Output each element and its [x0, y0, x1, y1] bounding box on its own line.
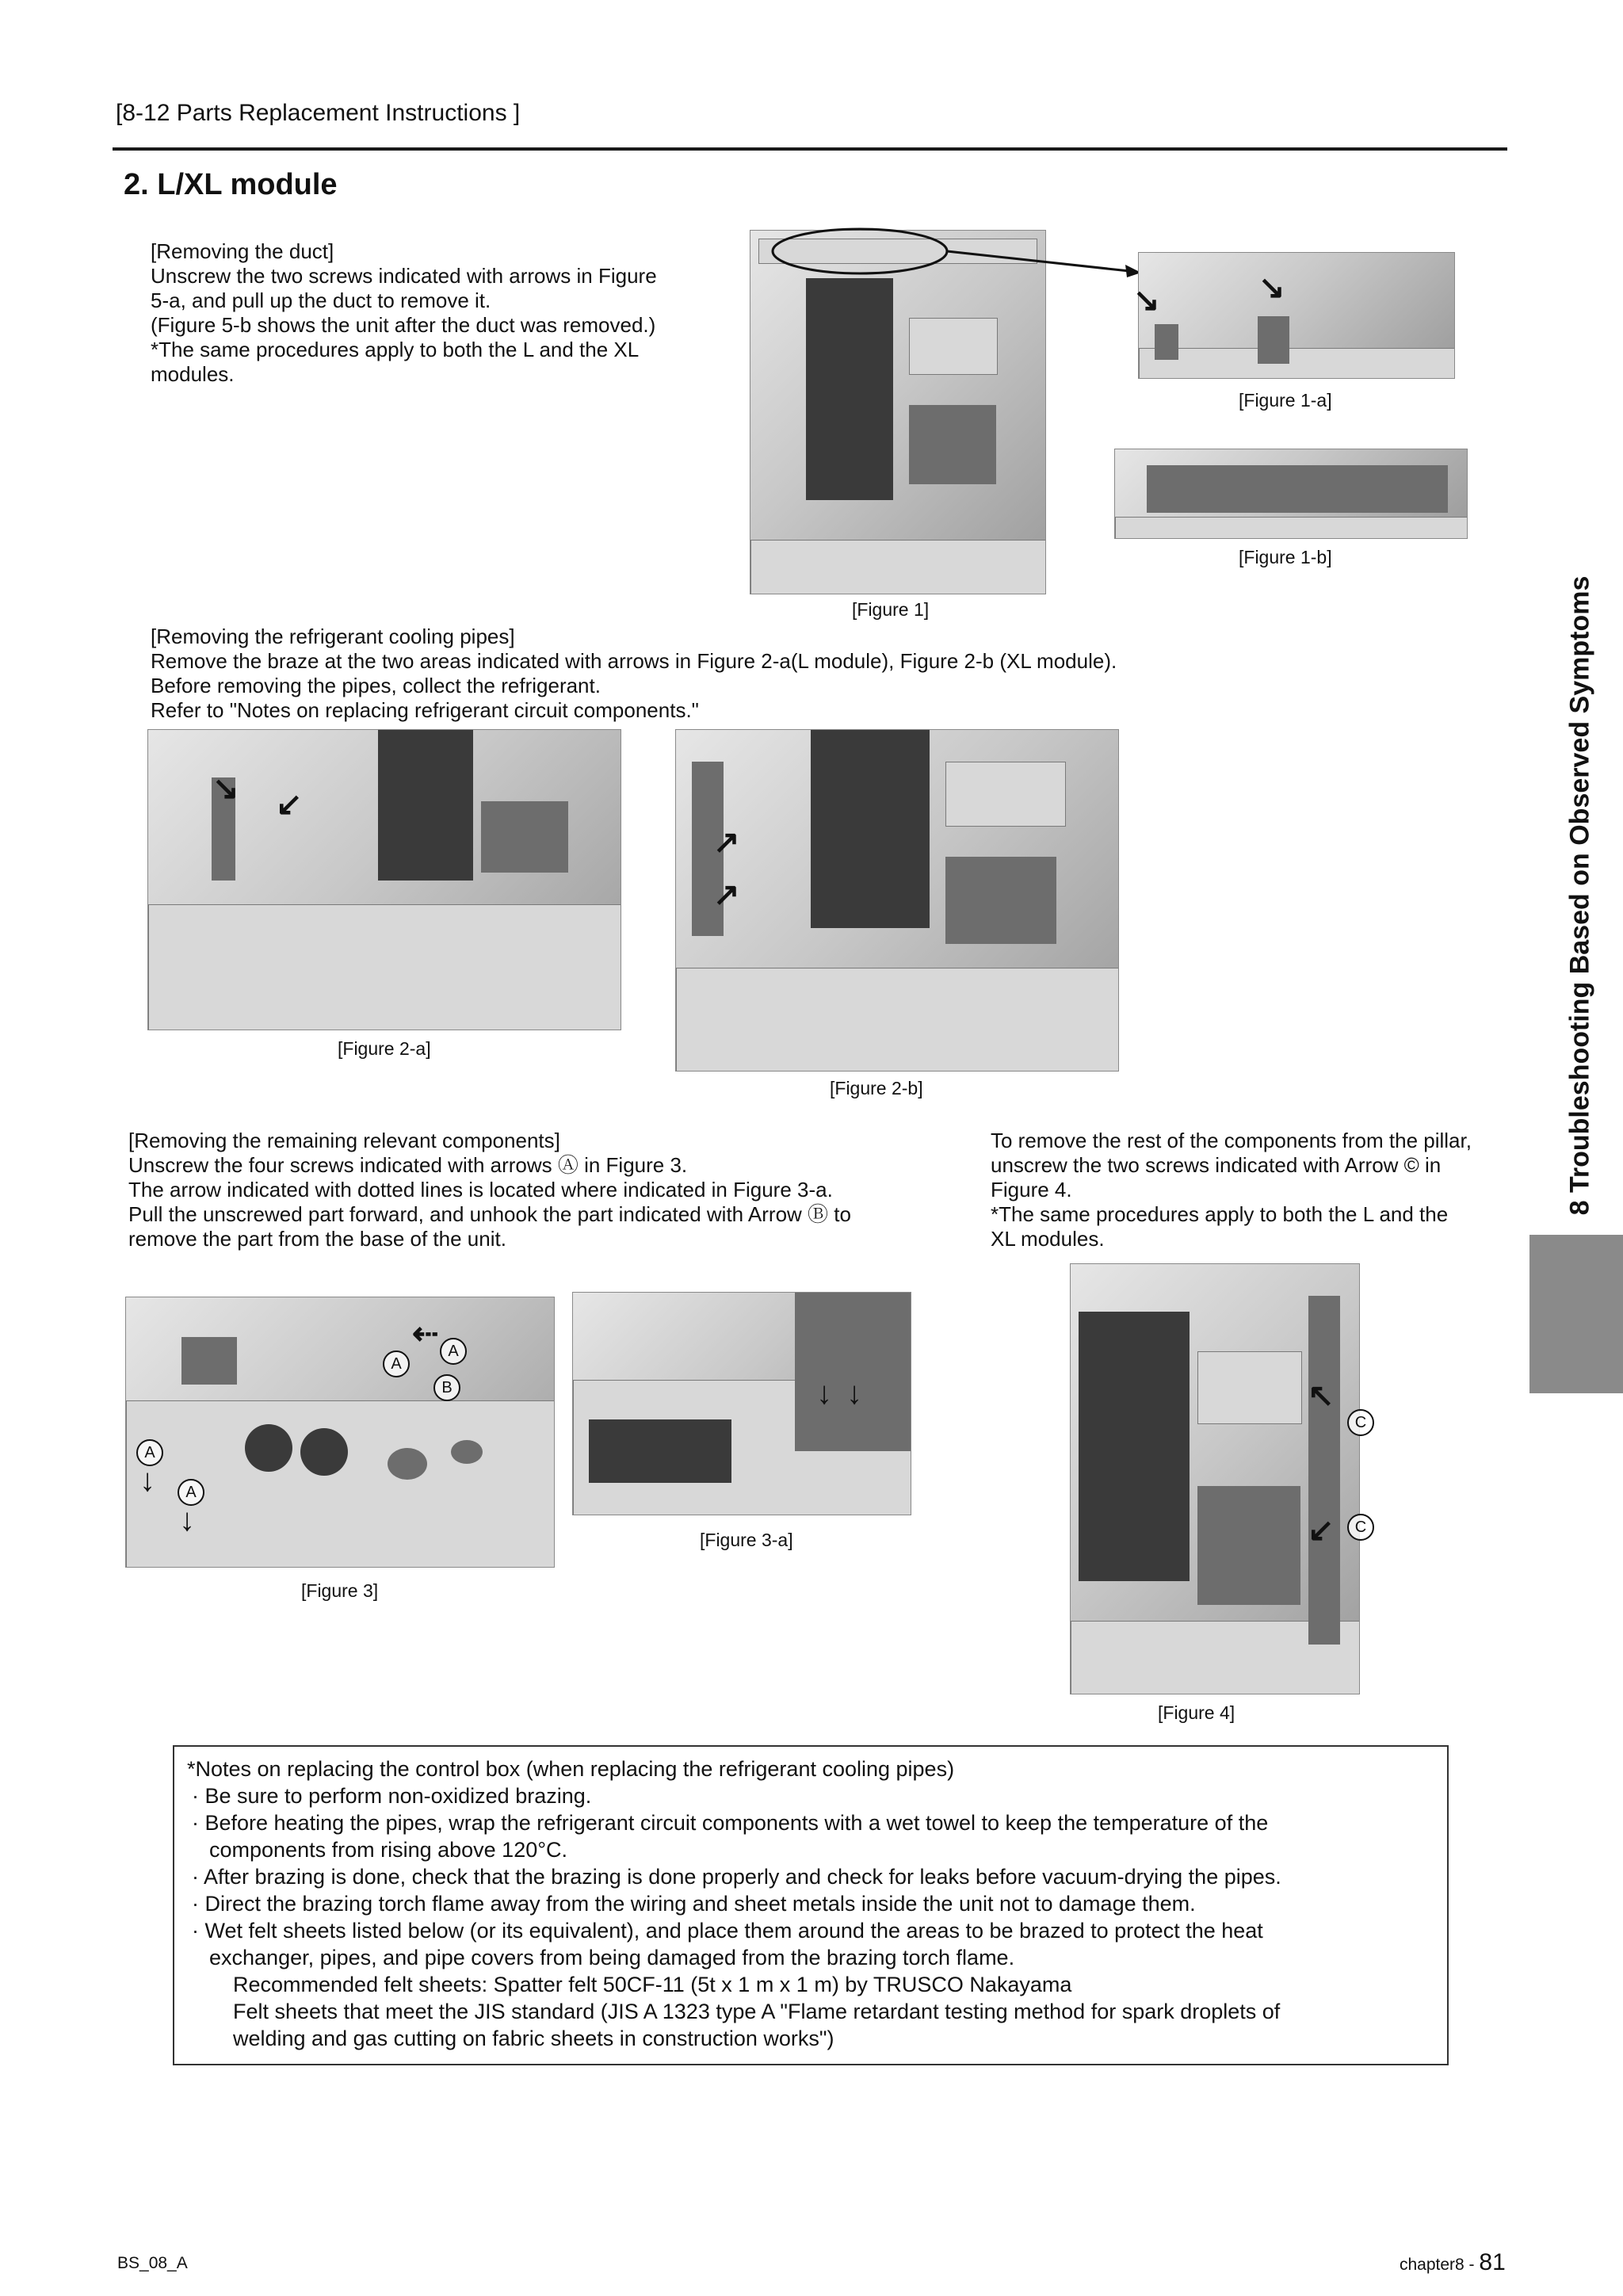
remaining-line: Pull the unscrewed part forward, and unhook the part indicated with Arrow Ⓑ to: [128, 1202, 851, 1226]
arrow-icon: ↖: [1308, 1378, 1335, 1413]
duct-line: (Figure 5-b shows the unit after the duct was removed.): [151, 313, 656, 337]
notes-item: · Be sure to perform non-oxidized brazing.: [192, 1784, 592, 1808]
figure-4-caption: [Figure 4]: [1158, 1702, 1235, 1723]
pillar-line: Figure 4.: [991, 1178, 1072, 1201]
marker-c: C: [1347, 1514, 1374, 1541]
marker-c: C: [1347, 1409, 1374, 1436]
figure-1-caption: [Figure 1]: [852, 599, 930, 620]
notes-felt-standard-cont: welding and gas cutting on fabric sheets in construction works"): [233, 2027, 834, 2050]
pillar-line: *The same procedures apply to both the L and the: [991, 1202, 1449, 1226]
remaining-line: The arrow indicated with dotted lines is located where indicated in Figure 3-a.: [128, 1178, 833, 1201]
figure-2b-caption: [Figure 2-b]: [830, 1078, 923, 1098]
notes-box: [173, 1745, 1449, 2065]
notes-item-cont: components from rising above 120°C.: [209, 1838, 568, 1862]
page-number: 81: [1479, 2249, 1506, 2275]
chapter-tab-marker: [1529, 1235, 1623, 1393]
arrow-icon: ↓: [816, 1376, 832, 1411]
pipes-section: [151, 625, 1117, 723]
figure-1b-caption: [Figure 1-b]: [1239, 547, 1332, 567]
arrow-icon: ↘: [1258, 270, 1285, 305]
remaining-section: [128, 1129, 851, 1251]
pipes-line: Before removing the pipes, collect the refrigerant.: [151, 674, 601, 697]
arrow-icon: ↓: [139, 1463, 155, 1498]
notes-felt-standard: Felt sheets that meet the JIS standard (JIS A 1323 type A "Flame retardant testing method for spark droplets of: [233, 2000, 1281, 2023]
notes-item: · Wet felt sheets listed below (or its equivalent), and place them around the areas to be brazed to protect the heat: [192, 1919, 1263, 1943]
pillar-line: XL modules.: [991, 1227, 1105, 1251]
arrow-icon: ↘: [1133, 283, 1160, 318]
marker-a: A: [440, 1338, 467, 1365]
figure-1-callout: [769, 222, 1149, 285]
duct-line: 5-a, and pull up the duct to remove it.: [151, 288, 491, 312]
chapter-sidebar: [1561, 563, 1599, 1228]
marker-b: B: [433, 1374, 460, 1401]
pillar-line: To remove the rest of the components from the pillar,: [991, 1129, 1472, 1152]
arrow-icon: ↗: [713, 877, 740, 912]
page-header-title: [8-12 Parts Replacement Instructions ]: [116, 100, 521, 126]
duct-line: *The same procedures apply to both the L and the XL: [151, 338, 640, 361]
pillar-section: [991, 1129, 1472, 1251]
figure-3a-caption: [Figure 3-a]: [700, 1530, 793, 1550]
figure-4-image: [1070, 1263, 1360, 1694]
remaining-line: Unscrew the four screws indicated with arrows Ⓐ in Figure 3.: [128, 1153, 688, 1177]
figure-1a-image: [1138, 252, 1455, 379]
marker-a: A: [136, 1439, 163, 1466]
arrow-icon: ↙: [276, 787, 303, 822]
figure-1a-caption: [Figure 1-a]: [1239, 390, 1332, 411]
notes-item: · Direct the brazing torch flame away from the wiring and sheet metals inside the unit not to damage them.: [192, 1892, 1196, 1916]
chapter-label: 8 Troubleshooting Based on Observed Symptoms: [1564, 575, 1595, 1216]
duct-line: Unscrew the two screws indicated with arrows in Figure: [151, 264, 657, 288]
notes-heading: *Notes on replacing the control box (when replacing the refrigerant cooling pipes): [187, 1757, 955, 1781]
notes-item: · Before heating the pipes, wrap the refrigerant circuit components with a wet towel to keep the temperature of the: [192, 1811, 1269, 1835]
pillar-line: unscrew the two screws indicated with Arrow © in: [991, 1153, 1442, 1177]
notes-felt-recommendation: Recommended felt sheets: Spatter felt 50CF-11 (5t x 1 m x 1 m) by TRUSCO Nakayama: [233, 1973, 1072, 1996]
page-prefix: chapter8 -: [1400, 2256, 1480, 2274]
marker-a: A: [178, 1479, 204, 1506]
arrow-icon: ↘: [212, 771, 239, 806]
arrow-icon: ↙: [1308, 1513, 1335, 1548]
figure-3-caption: [Figure 3]: [301, 1580, 379, 1601]
duct-line: modules.: [151, 362, 235, 386]
header-divider: [113, 147, 1507, 151]
page-number-block: [1400, 2249, 1506, 2276]
figure-1b-image: [1114, 449, 1468, 539]
pipes-line: Refer to "Notes on replacing refrigerant circuit components.": [151, 698, 699, 722]
notes-item-cont: exchanger, pipes, and pipe covers from being damaged from the brazing torch flame.: [209, 1946, 1015, 1969]
arrow-icon: ↗: [713, 825, 740, 860]
marker-a: A: [383, 1350, 410, 1377]
remaining-heading: [Removing the remaining relevant components]: [128, 1129, 560, 1152]
doc-code: BS_08_A: [117, 2254, 188, 2272]
arrow-icon: ↓: [179, 1503, 195, 1538]
pipes-line: Remove the braze at the two areas indicated with arrows in Figure 2-a(L module), Figure 2-b (XL module).: [151, 649, 1117, 673]
duct-section: [151, 239, 657, 387]
pipes-heading: [Removing the refrigerant cooling pipes]: [151, 625, 515, 648]
section-title: 2. L/XL module: [124, 168, 338, 201]
figure-2b-image: [675, 729, 1119, 1072]
figure-2a-caption: [Figure 2-a]: [338, 1038, 431, 1059]
dotted-arrow-icon: ⇠: [412, 1316, 439, 1351]
notes-item: · After brazing is done, check that the brazing is done properly and check for leaks before vacuum-drying the pipes.: [192, 1865, 1281, 1889]
duct-heading: [Removing the duct]: [151, 239, 334, 263]
arrow-icon: ↓: [846, 1376, 862, 1411]
remaining-line: remove the part from the base of the unit.: [128, 1227, 506, 1251]
